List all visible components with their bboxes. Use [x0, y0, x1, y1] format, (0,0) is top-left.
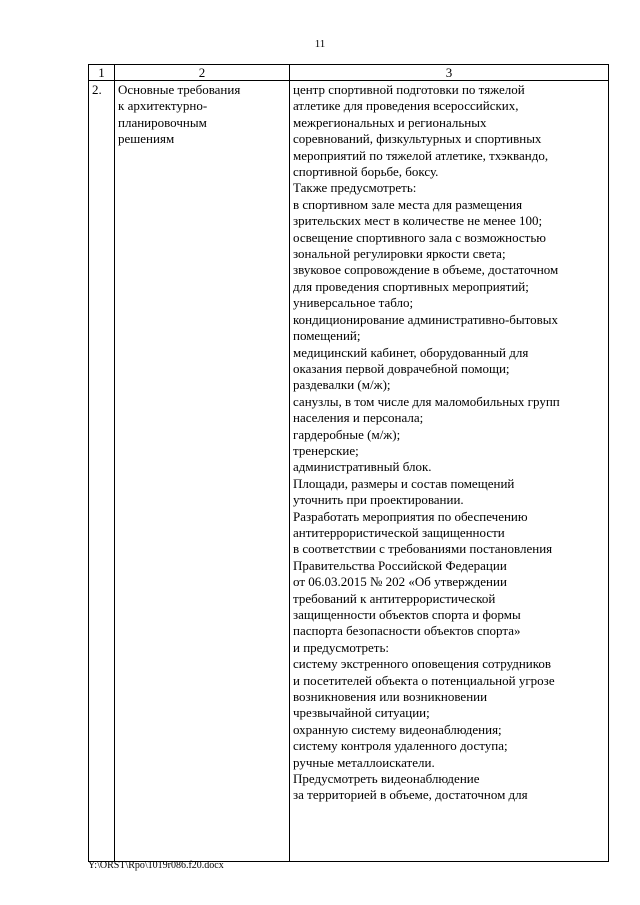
- requirement-content-line: помещений;: [293, 328, 361, 344]
- requirement-content-line: Разработать мероприятия по обеспечению: [293, 508, 528, 524]
- requirement-content-line: Правительства Российской Федерации: [293, 557, 507, 573]
- requirement-content-cell: [290, 81, 609, 862]
- requirement-content-line: оказания первой доврачебной помощи;: [293, 360, 510, 376]
- requirements-table: [88, 64, 609, 862]
- table-row: [89, 81, 609, 862]
- requirement-content-line: Также предусмотреть:: [293, 180, 417, 196]
- requirement-content-line: требований к антитеррористической: [293, 590, 496, 606]
- requirement-content-line: от 06.03.2015 № 202 «Об утверждении: [293, 574, 507, 590]
- requirement-content-line: паспорта безопасности объектов спорта»: [293, 623, 521, 639]
- requirement-content-line: Предусмотреть видеонаблюдение: [293, 771, 480, 787]
- header-cell-3: 3: [290, 65, 609, 81]
- footer-file-path: Y:\ORST\Rpo\1019r086.f20.docx: [88, 860, 224, 871]
- requirement-content-line: медицинский кабинет, оборудованный для: [293, 344, 529, 360]
- requirement-content-line: чрезвычайной ситуации;: [293, 705, 430, 721]
- requirement-content-line: тренерские;: [293, 442, 359, 458]
- requirement-content-line: раздевалки (м/ж);: [293, 377, 391, 393]
- requirement-content-line: за территорией в объеме, достаточном для: [293, 787, 528, 803]
- requirement-content-line: зональной регулировки яркости света;: [293, 246, 506, 262]
- requirement-content-line: систему контроля удаленного доступа;: [293, 738, 508, 754]
- requirement-title-cell: [115, 81, 290, 862]
- requirement-content-line: возникновения или возникновении: [293, 689, 488, 705]
- requirement-title-line: к архитектурно-: [118, 98, 208, 114]
- requirement-content-line: защищенности объектов спорта и формы: [293, 607, 521, 622]
- requirement-content-line: освещение спортивного зала с возможностью: [293, 229, 546, 245]
- requirement-content-line: санузлы, в том числе для маломобильных групп: [293, 393, 560, 409]
- requirement-content-line: межрегиональных и региональных: [293, 114, 487, 130]
- requirement-content-line: уточнить при проектировании.: [293, 492, 464, 508]
- requirement-content: [293, 82, 605, 804]
- requirement-content-line: ручные металлоискатели.: [293, 754, 435, 770]
- requirement-content-line: Площади, размеры и состав помещений: [293, 475, 515, 491]
- header-cell-2: 2: [115, 65, 290, 81]
- requirement-title-line: решениям: [118, 131, 175, 147]
- requirement-content-line: охранную систему видеонаблюдения;: [293, 721, 502, 737]
- requirement-content-line: в спортивном зале места для размещения: [293, 196, 523, 212]
- requirement-content-line: кондиционирование административно-бытовых: [293, 311, 559, 327]
- requirement-content-line: систему экстренного оповещения сотрудников: [293, 656, 552, 672]
- requirement-content-line: центр спортивной подготовки по тяжелой: [293, 82, 525, 97]
- requirement-content-line: административный блок.: [293, 459, 432, 475]
- table-header-row: [89, 65, 609, 81]
- requirement-title-line: планировочным: [118, 114, 207, 130]
- requirement-content-line: для проведения спортивных мероприятий;: [293, 278, 529, 294]
- requirement-content-line: мероприятий по тяжелой атлетике, тхэквандо,: [293, 147, 549, 163]
- requirement-content-line: звуковое сопровождение в объеме, достаточном: [293, 262, 559, 278]
- requirement-content-line: в соответствии с требованиями постановления: [293, 541, 553, 557]
- requirement-title-line: Основные требования: [118, 82, 241, 97]
- requirement-content-line: и предусмотреть:: [293, 639, 390, 655]
- requirement-content-line: соревнований, физкультурных и спортивных: [293, 131, 542, 147]
- header-cell-1: 1: [89, 65, 115, 81]
- requirement-content-line: населения и персонала;: [293, 410, 424, 426]
- requirement-content-line: гардеробные (м/ж);: [293, 426, 401, 442]
- requirement-title: [118, 82, 286, 148]
- requirement-content-line: зрительских мест в количестве не менее 100;: [293, 213, 543, 229]
- requirement-content-line: универсальное табло;: [293, 295, 414, 311]
- requirement-content-line: и посетителей объекта о потенциальной угрозе: [293, 672, 555, 688]
- row-number-cell: 2.: [89, 81, 115, 862]
- requirement-content-line: антитеррористической защищенности: [293, 524, 505, 540]
- requirement-content-line: атлетике для проведения всероссийских,: [293, 98, 519, 114]
- page-number: 11: [314, 38, 326, 50]
- requirement-content-line: спортивной борьбе, боксу.: [293, 164, 439, 180]
